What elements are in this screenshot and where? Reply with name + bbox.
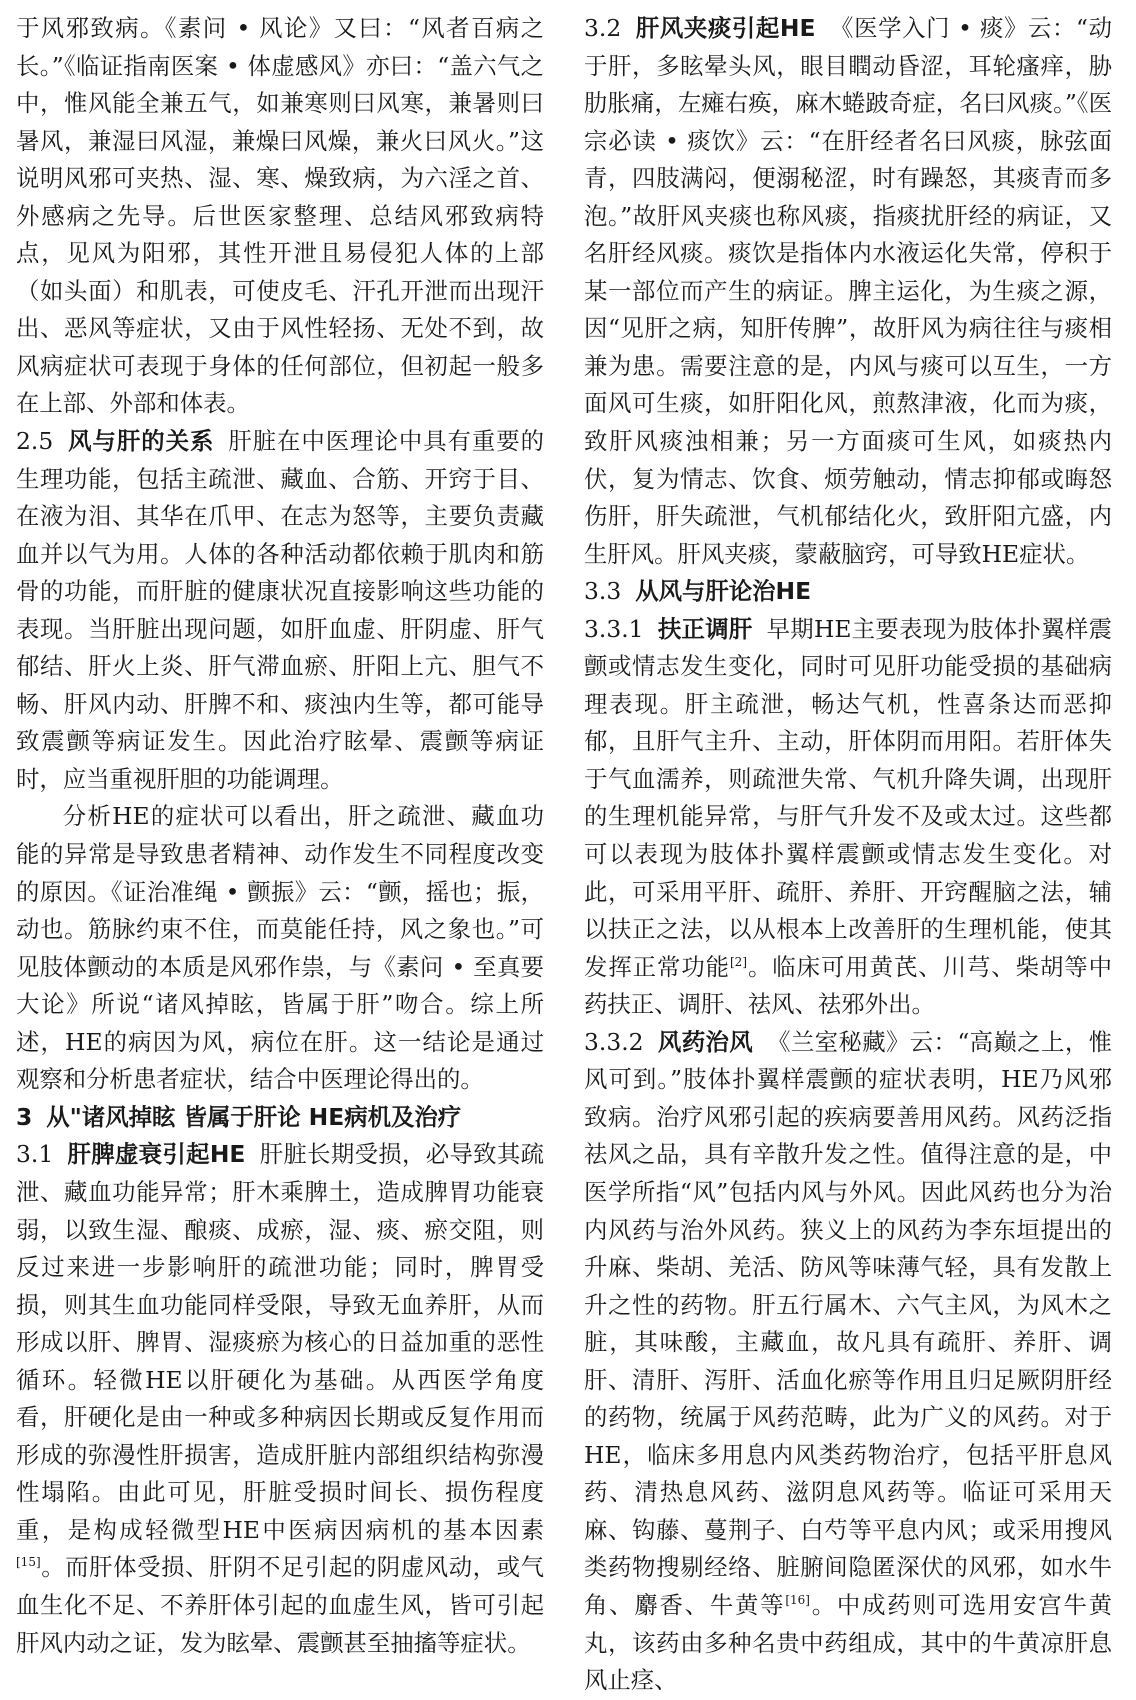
section-text: 肝脏在中医理论中具有重要的生理功能，包括主疏泄、藏血、合筋、开窍于目、在液为泪、其华在爪甲、在志为怒等，主要负责藏血并以气为用。人体的各种活动都依赖于肌肉和筋骨的功能，而肝脏的健康状况直接影响这些功能的表现。当肝脏出现问题，如肝血虚、肝阴虚、肝气郁结、肝火上炎、肝气滞血瘀、肝阳上亢、胆气不畅、肝风内动、肝脾不和、痰浊内生等，都可能导致震颤等病证发生。因此治疗眩晕、震颤等病证时，应当重视肝胆的功能调理。 [16, 427, 545, 793]
section-title: 从风与肝论治HE [635, 577, 812, 606]
section-text: 《医学入门 • 痰》云：“动于肝，多眩晕头风，眼目瞤动昏涩，耳轮瘙痒，胁肋胀痛，左瘫右痪，麻木蜷跛奇症，名曰风痰。”《医宗必读 • 痰饮》云：“在肝经者名曰风痰，脉弦面青，四肢满闷，便溺秘涩，时有躁怒，其痰青而多泡。”故肝风夹痰也称风痰，指痰扰肝经的病证，又名肝经风痰。痰饮是指体内水液运化失常，停积于某一部位而产生的病证。脾主运化，为生痰之源，因“见肝之病，知肝传脾”，故肝风为病往往与痰相兼为患。需要注意的是，内风与痰可以互生，一方面风可生痰，如肝阳化风，煎熬津液，化而为痰，致肝风痰浊相兼；另一方面痰可生风，如痰热内伏，复为情志、饮食、烦劳触动，情志抑郁或晦怒伤肝，肝失疏泄，气机郁结化火，致肝阳亢盛，内生肝风。肝风夹痰，蒙蔽脑窍，可导致HE症状。 [584, 14, 1113, 568]
section-3-3-heading [584, 573, 1112, 611]
section-number: 3.3.2 [584, 1027, 644, 1056]
section-title: 肝脾虚衰引起HE [67, 1140, 246, 1169]
paragraph-he-analysis: 分析HE的症状可以看出，肝之疏泄、藏血功能的异常是导致患者精神、动作发生不同程度改变的原因。《证治准绳 • 颤振》云：“颤，摇也；振，动也。筋脉约束不住，而莫能任持，风之象也。”可见肢体颤动的本质是风邪作祟，与《素问 • 至真要大论》所说“诸风掉眩，皆属于肝”吻合。综上所述，HE的病因为风，病位在肝。这一结论是通过观察和分析患者症状，结合中医理论得出的。 [16, 802, 544, 1094]
section-title: 风药治风 [657, 1027, 754, 1056]
section-3-3-2 [584, 1024, 1112, 1700]
section-number: 3.2 [584, 14, 622, 42]
section-text-cont: 。中成药则可选用安宫牛黄丸，该药由多种名贵中药组成，其中的牛黄凉肝息风止痉、 [584, 1590, 1112, 1695]
section-title: 扶正调肝 [657, 614, 753, 643]
section-number: 3.3.1 [584, 614, 644, 643]
citation-ref: [2] [730, 954, 747, 969]
left-column [16, 10, 544, 1662]
section-number: 3.1 [16, 1140, 54, 1169]
citation-ref: [16] [785, 1592, 810, 1607]
section-number: 2.5 [16, 427, 54, 456]
section-title: 风与肝的关系 [67, 427, 215, 456]
paragraph-wind-evil: 于风邪致病。《素问 • 风论》又曰：“风者百病之长。”《临证指南医案 • 体虚感风》亦曰：“盖六气之中，惟风能全兼五气，如兼寒则曰风寒，兼暑则曰暑风，兼湿曰风湿，兼燥曰风燥，兼火曰风火。”这说明风邪可夹热、湿、寒、燥致病，为六淫之首、外感病之先导。后世医家整理、总结风邪致病特点，见风为阳邪，其性开泄且易侵犯人体的上部（如头面）和肌表，可使皮毛、汗孔开泄而出现汗出、恶风等症状，又由于风性轻扬、无处不到，故风病症状可表现于身体的任何部位，但初起一般多在上部、外部和体表。 [16, 14, 544, 418]
section-number: 3.3 [584, 577, 622, 606]
section-text-cont: 。临床可用黄芪、川芎、柴胡等中药扶正、调肝、祛风、祛邪外出。 [584, 952, 1112, 1019]
section-3-2 [584, 10, 1112, 573]
section-text-cont: 。而肝体受损、肝阴不足引起的阴虚风动，或气血生化不足、不养肝体引起的血虚生风，皆可引起肝风内动之证，发为眩晕、震颤甚至抽搐等症状。 [16, 1553, 544, 1657]
section-text: 早期HE主要表现为肢体扑翼样震颤或情志发生变化，同时可见肝功能受损的基础病理表现。肝主疏泄，畅达气机，性喜条达而恶抑郁，且肝气主升、主动，肝体阴而用阳。若肝体失于气血濡养，则疏泄失常、气机升降失调，出现肝的生理机能异常，与肝气升发不及或太过。这些都可以表现为肢体扑翼样震颤或情志发生变化。对此，可采用平肝、疏肝、养肝、开窍醒脑之法，辅以扶正之法，以从根本上改善肝的生理机能，使其发挥正常功能 [584, 614, 1112, 981]
section-3-1 [16, 1136, 544, 1662]
right-column [584, 10, 1112, 1700]
section-3-heading [16, 1099, 544, 1137]
section-title: 肝风夹痰引起HE [635, 14, 816, 42]
section-text: 肝脏长期受损，必导致其疏泄、藏血功能异常；肝木乘脾土，造成脾胃功能衰弱，以致生湿、酿痰、成瘀，湿、痰、瘀交阻，则反过来进一步影响肝的疏泄功能；同时，脾胃受损，则其生血功能同样受限，导致无血养肝，从而形成以肝、脾胃、湿痰瘀为核心的日益加重的恶性循环。轻微HE以肝硬化为基础。从西医学角度看，肝硬化是由一种或多种病因长期或反复作用而形成的弥漫性肝损害，造成肝脏内部组织结构弥漫性塌陷。由此可见，肝脏受损时间长、损伤程度重，是构成轻微型HE中医病因病机的基本因素 [16, 1140, 544, 1544]
section-text: 《兰室秘藏》云：“高巅之上，惟风可到。”肢体扑翼样震颤的症状表明，HE乃风邪致病。治疗风邪引起的疾病要善用风药。风药泛指祛风之品，具有辛散升发之性。值得注意的是，中医学所指“风”包括内风与外风。因此风药也分为治内风药与治外风药。狭义上的风药为李东垣提出的升麻、柴胡、羌活、防风等味薄气轻，具有发散上升之性的药物。肝五行属木、六气主风，为风木之脏，其味酸，主藏血，故凡具有疏肝、养肝、调肝、清肝、泻肝、活血化瘀等作用且归足厥阴肝经的药物，统属于风药范畴，此为广义的风药。对于HE，临床多用息内风类药物治疗，包括平肝息风药、清热息风药、滋阴息风药等。临证可采用天麻、钩藤、蔓荆子、白芍等平息内风；或采用搜风类药物搜剔经络、脏腑间隐匿深伏的风邪，如水牛角、麝香、牛黄等 [584, 1027, 1112, 1619]
citation-ref: [15] [16, 1555, 41, 1570]
section-2-5 [16, 423, 544, 798]
section-title: 从"诸风掉眩 皆属于肝论 HE病机及治疗 [46, 1102, 462, 1131]
section-3-3-1 [584, 611, 1112, 1024]
section-number: 3 [16, 1102, 33, 1131]
